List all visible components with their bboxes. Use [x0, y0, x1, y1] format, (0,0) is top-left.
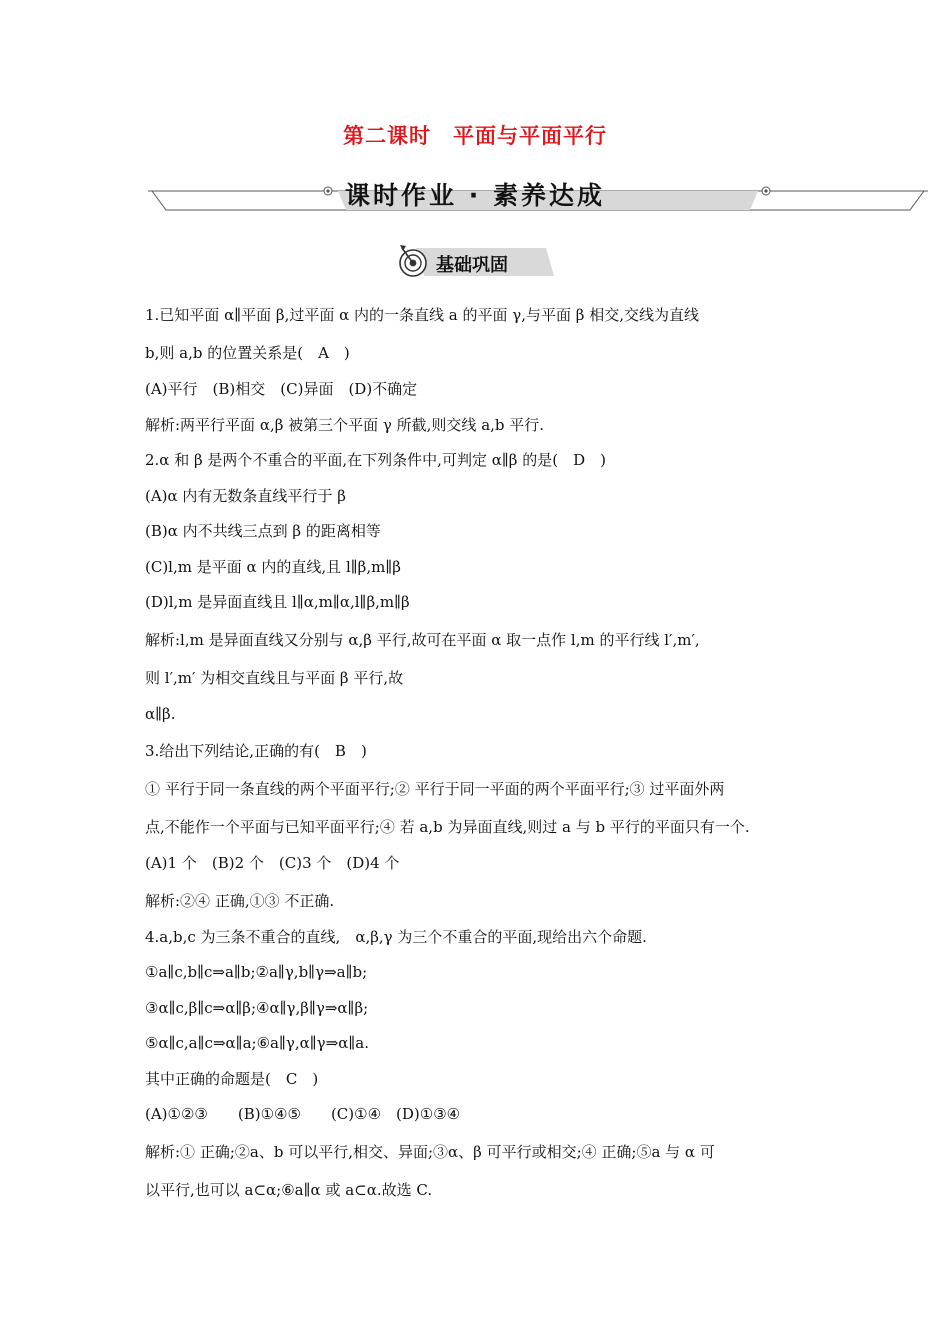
text-line: ① 平行于同一条直线的两个平面平行;② 平行于同一平面的两个平面平行;③ 过平面外两: [145, 780, 725, 798]
text-line: (B)α 内不共线三点到 β 的距离相等: [145, 522, 381, 540]
text-line: 解析:②④ 正确,①③ 不正确.: [145, 891, 335, 910]
text-line: 解析:两平行平面 α,β 被第三个平面 γ 所截,则交线 a,b 平行.: [145, 415, 545, 434]
text-line: (A)①②③ (B)①④⑤ (C)①④ (D)①③④: [145, 1105, 461, 1123]
text-line: b,则 a,b 的位置关系是( A ): [145, 344, 350, 362]
text-line: (C)l,m 是平面 α 内的直线,且 l∥β,m∥β: [145, 557, 401, 576]
text-line: 其中正确的命题是( C ): [145, 1069, 319, 1088]
text-line: (D)l,m 是异面直线且 l∥α,m∥α,l∥β,m∥β: [145, 593, 410, 611]
text-line: α∥β.: [145, 704, 176, 723]
text-line: 则 l′,m′ 为相交直线且与平面 β 平行,故: [145, 668, 404, 687]
text-line: 4.a,b,c 为三条不重合的直线, α,β,γ 为三个不重合的平面,现给出六个命题.: [145, 927, 647, 946]
lesson-title: 第二课时 平面与平面平行: [343, 124, 607, 148]
exercise-list: [145, 296, 815, 1209]
text-line: 解析:① 正确;②a、b 可以平行,相交、异面;③α、β 可平行或相交;④ 正确;⑤a 与 α 可: [145, 1142, 715, 1161]
text-line: ①a∥c,b∥c⇒a∥b;②a∥γ,b∥γ⇒a∥b;: [145, 963, 368, 981]
banner-title: 课时作业 · 素养达成: [345, 181, 605, 210]
text-line: 3.给出下列结论,正确的有( B ): [145, 742, 367, 760]
text-line: 解析:l,m 是异面直线又分别与 α,β 平行,故可在平面 α 取一点作 l,m 的平行线 l′,m′,: [145, 630, 700, 649]
text-line: 以平行,也可以 a⊂α;⑥a∥α 或 a⊂α.故选 C.: [145, 1180, 433, 1199]
text-line: (A)1 个 (B)2 个 (C)3 个 (D)4 个: [145, 854, 400, 872]
text-line: ⑤α∥c,a∥c⇒α∥a;⑥a∥γ,α∥γ⇒α∥a.: [145, 1034, 369, 1052]
text-line: (A)α 内有无数条直线平行于 β: [145, 486, 346, 505]
section-title: 基础巩固: [436, 255, 508, 276]
text-line: 2.α 和 β 是两个不重合的平面,在下列条件中,可判定 α∥β 的是( D ): [145, 451, 606, 469]
text-line: 点,不能作一个平面与已知平面平行;④ 若 a,b 为异面直线,则过 a 与 b 平行的平面只有一个.: [145, 818, 750, 836]
text-line: ③α∥c,β∥c⇒α∥β;④α∥γ,β∥γ⇒α∥β;: [145, 998, 369, 1017]
text-line: (A)平行 (B)相交 (C)异面 (D)不确定: [145, 380, 418, 398]
text-line: 1.已知平面 α∥平面 β,过平面 α 内的一条直线 a 的平面 γ,与平面 β 相交,交线为直线: [145, 306, 699, 324]
